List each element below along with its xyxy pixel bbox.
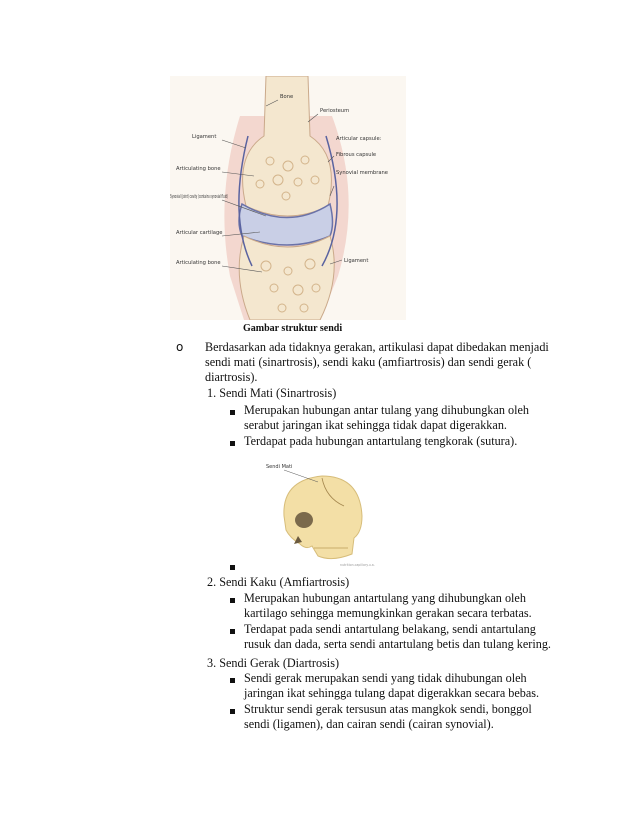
label-ligament-right: Ligament <box>344 258 369 264</box>
joint-structure-diagram <box>170 76 406 320</box>
label-articular-cartilage: Articular cartilage <box>176 230 223 236</box>
label-bone: Bone <box>280 94 294 100</box>
list-item: jaringan ikat sehingga tulang dapat digerakkan secara bebas. <box>244 686 540 700</box>
list-item: serabut jaringan ikat sehingga tidak dapat digerakkan. <box>244 418 507 432</box>
label-periosteum: Periosteum <box>320 108 350 114</box>
outline-bullet: o <box>176 340 184 354</box>
label-ligament-left: Ligament <box>192 134 217 140</box>
square-bullet <box>230 709 235 714</box>
skull-image <box>262 458 382 570</box>
list-item: Sendi gerak merupakan sendi yang tidak dihubungan oleh <box>244 671 527 685</box>
intro-line: sendi mati (sinartrosis), sendi kaku (amfiartrosis) dan sendi gerak ( <box>205 355 532 369</box>
list-item: rusuk dan dada, serta sendi antartulang betis dan tulang kering. <box>244 637 551 651</box>
square-bullet <box>230 441 235 446</box>
square-bullet <box>230 629 235 634</box>
list-item: Terdapat pada hubungan antartulang tengkorak (sutura). <box>244 434 518 448</box>
list-item: Struktur sendi gerak tersusun atas mangkok sendi, bonggol <box>244 702 532 716</box>
figure-caption: Gambar struktur sendi <box>243 323 343 334</box>
square-bullet <box>230 410 235 415</box>
label-synovial-cavity: Synovial (joint) cavity (contains synovial fluid) <box>170 194 228 200</box>
label-fibrous-capsule: Fibrous capsule <box>336 152 377 158</box>
section-heading: 1. Sendi Mati (Sinartrosis) <box>207 386 337 400</box>
list-item: Merupakan hubungan antar tulang yang dihubungkan oleh <box>244 403 529 417</box>
intro-line: diartrosis). <box>205 370 258 384</box>
intro-line: Berdasarkan ada tidaknya gerakan, artikulasi dapat dibedakan menjadi <box>205 340 549 354</box>
list-item: Terdapat pada sendi antartulang belakang, sendi antartulang <box>244 622 536 636</box>
section-heading: 2. Sendi Kaku (Amfiartrosis) <box>207 575 350 589</box>
list-item: sendi (ligamen), dan cairan sendi (cairan synovial). <box>244 717 494 731</box>
label-synovial-membrane: Synovial membrane <box>336 170 388 176</box>
list-item: Merupakan hubungan antartulang yang dihubungkan oleh <box>244 591 526 605</box>
skull-label: Sendi Mati <box>266 464 293 470</box>
label-articular-capsule: Articular capsule: <box>336 136 382 142</box>
list-item: kartilago sehingga memungkinkan gerakan secara terbatas. <box>244 606 532 620</box>
image-credit: nutrition.capillary.u.a. <box>340 563 375 567</box>
square-bullet <box>230 678 235 683</box>
section-heading: 3. Sendi Gerak (Diartrosis) <box>207 656 339 670</box>
square-bullet <box>230 565 235 570</box>
square-bullet <box>230 598 235 603</box>
label-articulating-bone-bottom: Articulating bone <box>176 260 221 266</box>
label-articulating-bone-top: Articulating bone <box>176 166 221 172</box>
